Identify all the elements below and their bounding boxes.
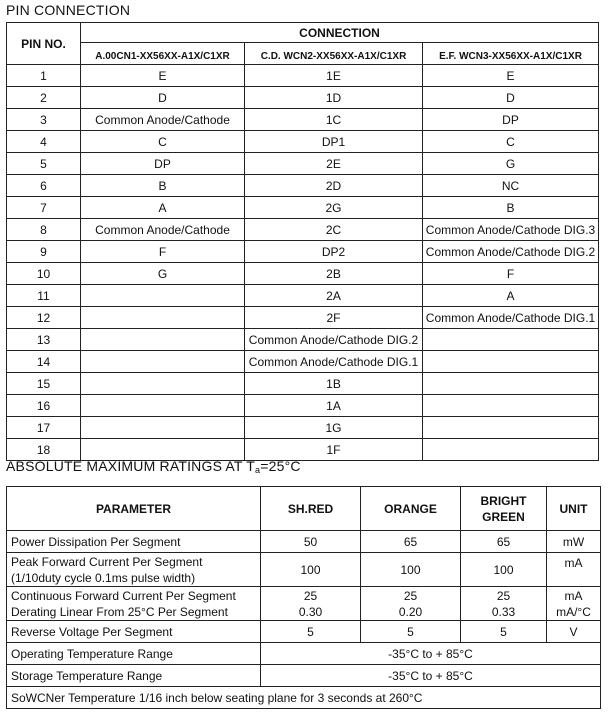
column-c-cell: 2G xyxy=(245,197,423,219)
column-a-cell xyxy=(81,285,245,307)
peak-green-value: 100 xyxy=(461,553,547,587)
table-row xyxy=(7,665,601,687)
column-c-cell: 1C xyxy=(245,109,423,131)
peak-shred-value: 100 xyxy=(261,553,361,587)
bright-green-header: BRIGHT GREEN xyxy=(461,487,547,531)
continuous-orange-value: 25 0.20 xyxy=(361,587,461,621)
column-a-cell: B xyxy=(81,175,245,197)
column-a-cell: Common Anode/Cathode xyxy=(81,219,245,241)
column-c-header: C.D. WCN2-XX56XX-A1X/C1XR xyxy=(245,43,423,65)
table-row xyxy=(7,395,599,417)
pin-number-cell: 5 xyxy=(7,153,81,175)
column-c-cell: 1E xyxy=(245,65,423,87)
orange-header: ORANGE xyxy=(361,487,461,531)
power-orange-value: 65 xyxy=(361,531,461,553)
column-a-cell xyxy=(81,351,245,373)
pin-number-cell: 2 xyxy=(7,87,81,109)
column-e-cell xyxy=(423,439,599,461)
table-header-row xyxy=(7,487,601,531)
column-c-cell: 1F xyxy=(245,439,423,461)
column-c-cell: 1A xyxy=(245,395,423,417)
parameter-header: PARAMETER xyxy=(7,487,261,531)
absolute-maximum-ratings-table xyxy=(6,486,601,709)
table-row xyxy=(7,351,599,373)
column-e-cell: E xyxy=(423,65,599,87)
pin-no-header: PIN NO. xyxy=(7,23,81,65)
table-row xyxy=(7,643,601,665)
soldering-temperature-note: SoWCNer Temperature 1/16 inch below seating plane for 3 seconds at 260°C xyxy=(7,687,601,709)
column-a-cell xyxy=(81,373,245,395)
continuous-forward-current-label: Continuous Forward Current Per Segment Derating Linear From 25°C Per Segment xyxy=(7,587,261,621)
operating-temperature-value: -35°C to + 85°C xyxy=(261,643,601,665)
column-c-cell: 2F xyxy=(245,307,423,329)
power-shred-value: 50 xyxy=(261,531,361,553)
column-e-header: E.F. WCN3-XX56XX-A1X/C1XR xyxy=(423,43,599,65)
pin-number-cell: 3 xyxy=(7,109,81,131)
table-row xyxy=(7,307,599,329)
table-row xyxy=(7,241,599,263)
column-c-cell: 2B xyxy=(245,263,423,285)
column-c-cell: DP2 xyxy=(245,241,423,263)
power-green-value: 65 xyxy=(461,531,547,553)
table-row xyxy=(7,197,599,219)
table-row xyxy=(7,263,599,285)
pin-number-cell: 13 xyxy=(7,329,81,351)
column-c-cell: Common Anode/Cathode DIG.2 xyxy=(245,329,423,351)
column-c-cell: 1B xyxy=(245,373,423,395)
storage-temperature-label: Storage Temperature Range xyxy=(7,665,261,687)
column-a-cell: E xyxy=(81,65,245,87)
connection-header: CONNECTION xyxy=(81,23,599,43)
column-c-cell: 1D xyxy=(245,87,423,109)
pin-connection-title: PIN CONNECTION xyxy=(6,2,131,18)
table-row xyxy=(7,329,599,351)
pin-number-cell: 7 xyxy=(7,197,81,219)
column-c-cell: 2A xyxy=(245,285,423,307)
reverse-green-value: 5 xyxy=(461,621,547,643)
pin-number-cell: 15 xyxy=(7,373,81,395)
table-row xyxy=(7,65,599,87)
column-e-cell: B xyxy=(423,197,599,219)
column-e-cell: C xyxy=(423,131,599,153)
column-e-cell: Common Anode/Cathode DIG.3 xyxy=(423,219,599,241)
column-e-cell: F xyxy=(423,263,599,285)
peak-forward-current-label: Peak Forward Current Per Segment (1/10duty cycle 0.1ms pulse width) xyxy=(7,553,261,587)
column-a-cell: G xyxy=(81,263,245,285)
table-row xyxy=(7,87,599,109)
shred-header: SH.RED xyxy=(261,487,361,531)
column-e-cell: DP xyxy=(423,109,599,131)
column-c-cell: 2D xyxy=(245,175,423,197)
column-a-header: A.00CN1-XX56XX-A1X/C1XR xyxy=(81,43,245,65)
column-c-cell: DP1 xyxy=(245,131,423,153)
continuous-shred-value: 25 0.30 xyxy=(261,587,361,621)
column-a-cell: D xyxy=(81,87,245,109)
column-e-cell xyxy=(423,329,599,351)
pin-number-cell: 4 xyxy=(7,131,81,153)
column-e-cell xyxy=(423,373,599,395)
unit-header: UNIT xyxy=(547,487,601,531)
pin-number-cell: 10 xyxy=(7,263,81,285)
reverse-orange-value: 5 xyxy=(361,621,461,643)
column-a-cell: F xyxy=(81,241,245,263)
pin-number-cell: 8 xyxy=(7,219,81,241)
pin-number-cell: 1 xyxy=(7,65,81,87)
column-e-cell xyxy=(423,351,599,373)
column-e-cell: Common Anode/Cathode DIG.2 xyxy=(423,241,599,263)
absolute-maximum-ratings-title: ABSOLUTE MAXIMUM RATINGS AT $T_a=25^\circ C$ xyxy=(6,458,301,475)
pin-number-cell: 14 xyxy=(7,351,81,373)
column-c-cell: 2C xyxy=(245,219,423,241)
column-a-cell xyxy=(81,417,245,439)
table-row xyxy=(7,621,601,643)
reverse-shred-value: 5 xyxy=(261,621,361,643)
column-e-cell: A xyxy=(423,285,599,307)
storage-temperature-value: -35°C to + 85°C xyxy=(261,665,601,687)
continuous-green-value: 25 0.33 xyxy=(461,587,547,621)
column-e-cell xyxy=(423,395,599,417)
pin-number-cell: 18 xyxy=(7,439,81,461)
table-row xyxy=(7,587,601,621)
column-a-cell: A xyxy=(81,197,245,219)
reverse-voltage-label: Reverse Voltage Per Segment xyxy=(7,621,261,643)
column-a-cell xyxy=(81,395,245,417)
column-c-cell: 2E xyxy=(245,153,423,175)
column-e-cell: NC xyxy=(423,175,599,197)
pin-number-cell: 11 xyxy=(7,285,81,307)
table-row xyxy=(7,417,599,439)
table-row xyxy=(7,531,601,553)
pin-number-cell: 9 xyxy=(7,241,81,263)
column-c-cell: Common Anode/Cathode DIG.1 xyxy=(245,351,423,373)
table-row xyxy=(7,175,599,197)
operating-temperature-label: Operating Temperature Range xyxy=(7,643,261,665)
table-row xyxy=(7,687,601,709)
pin-connection-table xyxy=(6,22,599,461)
table-row xyxy=(7,131,599,153)
continuous-unit: mA mA/°C xyxy=(547,587,601,621)
column-a-cell: DP xyxy=(81,153,245,175)
table-row xyxy=(7,109,599,131)
column-e-cell xyxy=(423,417,599,439)
column-e-cell: G xyxy=(423,153,599,175)
table-row xyxy=(7,153,599,175)
pin-number-cell: 16 xyxy=(7,395,81,417)
column-a-cell xyxy=(81,329,245,351)
column-a-cell xyxy=(81,307,245,329)
column-e-cell: Common Anode/Cathode DIG.1 xyxy=(423,307,599,329)
pin-number-cell: 12 xyxy=(7,307,81,329)
column-c-cell: 1G xyxy=(245,417,423,439)
table-row xyxy=(7,219,599,241)
table-row xyxy=(7,285,599,307)
pin-number-cell: 17 xyxy=(7,417,81,439)
reverse-unit: V xyxy=(547,621,601,643)
table-row xyxy=(7,373,599,395)
column-e-cell: D xyxy=(423,87,599,109)
power-dissipation-label: Power Dissipation Per Segment xyxy=(7,531,261,553)
peak-orange-value: 100 xyxy=(361,553,461,587)
peak-unit: mA xyxy=(547,553,601,587)
power-unit: mW xyxy=(547,531,601,553)
pin-number-cell: 6 xyxy=(7,175,81,197)
column-a-cell: C xyxy=(81,131,245,153)
table-row xyxy=(7,553,601,587)
column-a-cell: Common Anode/Cathode xyxy=(81,109,245,131)
